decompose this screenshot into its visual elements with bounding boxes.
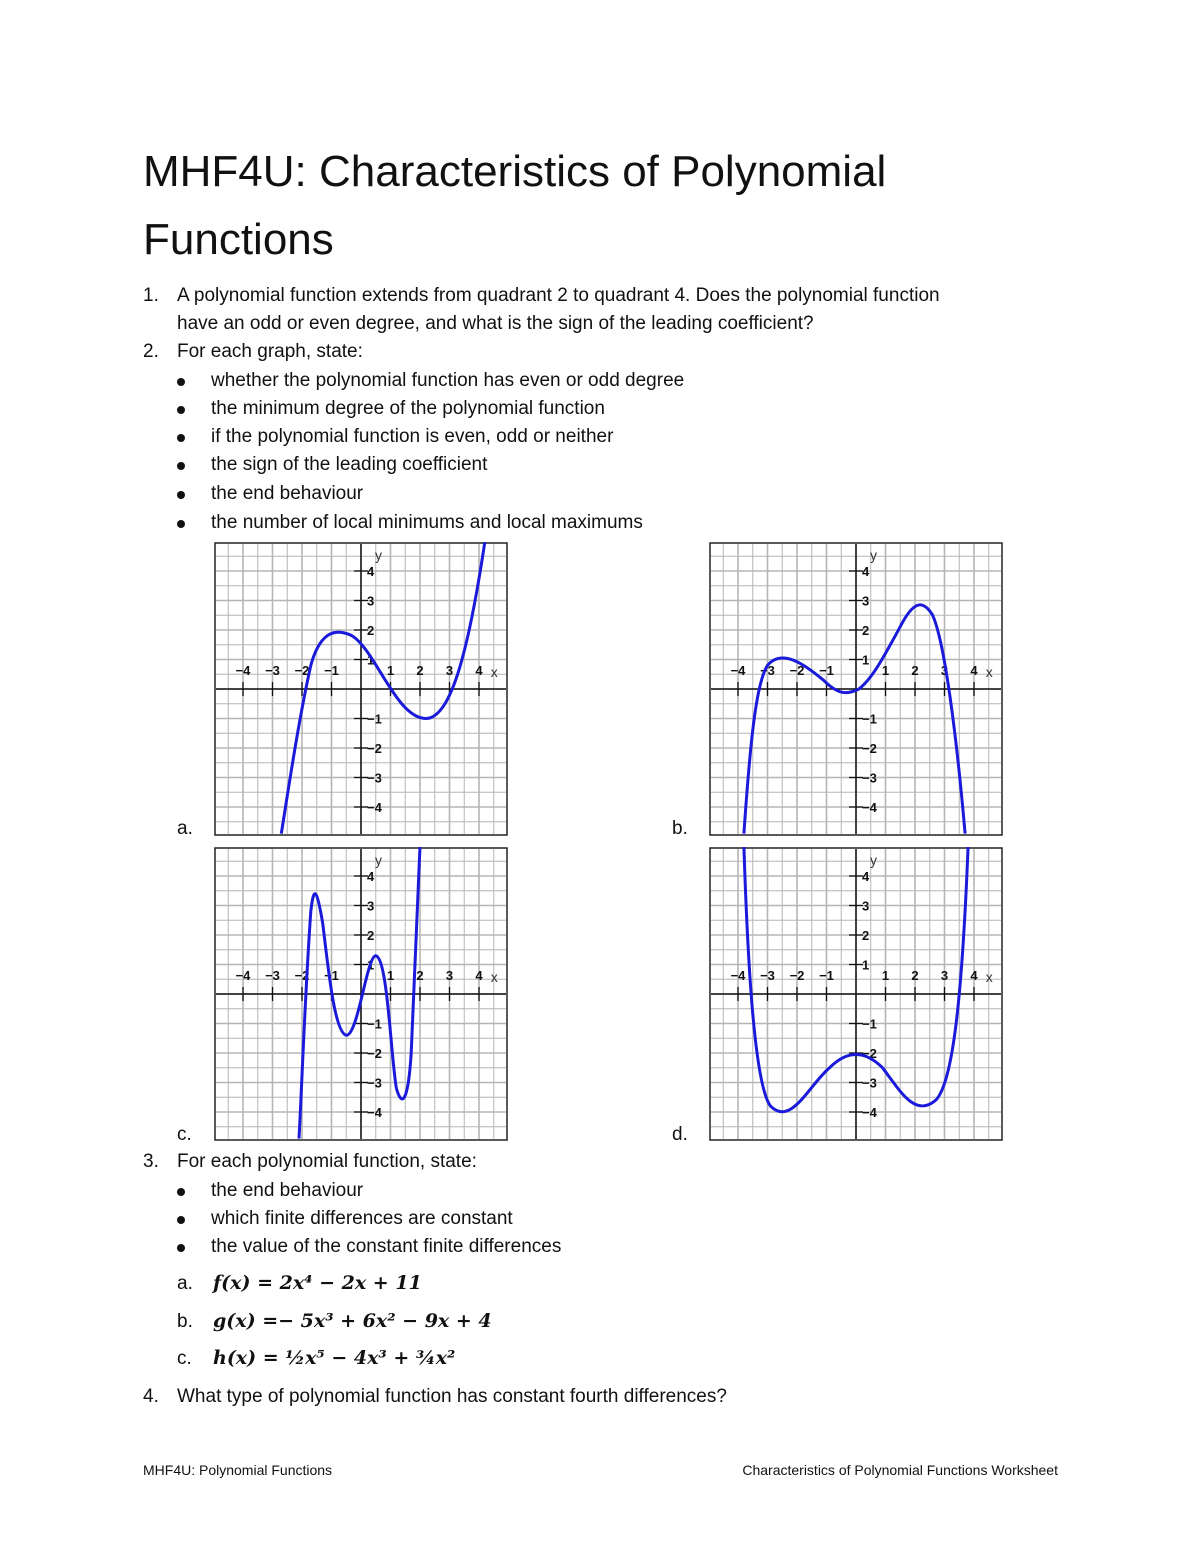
bullet-icon xyxy=(177,1244,185,1252)
y-tick-label: 3 xyxy=(367,898,375,914)
equation-a xyxy=(177,1272,422,1295)
x-tick-label: −3 xyxy=(760,968,775,983)
x-tick-label: −3 xyxy=(760,663,775,678)
question-number: 1. xyxy=(143,285,159,306)
y-tick-label: 4 xyxy=(367,869,375,884)
question-text: For each graph, state: xyxy=(177,341,363,362)
x-tick-label: −4 xyxy=(730,968,746,983)
y-tick-label: 1 xyxy=(367,652,375,668)
equation-label: b. xyxy=(177,1311,193,1332)
y-tick-label: 3 xyxy=(862,593,870,609)
x-tick-label: 1 xyxy=(386,663,395,678)
equation-label: a. xyxy=(177,1273,193,1294)
x-tick-label: −1 xyxy=(819,968,834,983)
x-tick-label: −1 xyxy=(819,663,834,678)
y-tick-label: 4 xyxy=(862,564,870,579)
y-tick-label: 1 xyxy=(862,652,870,668)
equation-expression: g(x) =− 5x³ + 6x² − 9x + 4 xyxy=(213,1310,492,1332)
graph-label-b: b. xyxy=(672,818,688,839)
y-axis-label: y xyxy=(375,852,382,869)
y-tick-label: −3 xyxy=(862,770,877,786)
x-tick-label: 1 xyxy=(881,968,890,983)
y-tick-label: −3 xyxy=(367,1075,382,1091)
graph-c xyxy=(214,847,508,1141)
y-tick-label: 2 xyxy=(367,928,375,943)
question-number: 2. xyxy=(143,341,159,362)
graph-b xyxy=(709,542,1003,836)
graph-label-c: c. xyxy=(177,1124,192,1145)
x-tick-label: 3 xyxy=(445,968,454,983)
graph-d xyxy=(709,847,1003,1141)
y-tick-label: 3 xyxy=(862,898,870,914)
x-tick-label: −3 xyxy=(265,663,280,678)
x-tick-label: 2 xyxy=(911,968,919,983)
x-tick-label: −4 xyxy=(235,968,251,983)
x-tick-label: −2 xyxy=(294,968,310,983)
x-tick-label: 4 xyxy=(970,663,978,678)
x-tick-label: 2 xyxy=(416,663,424,678)
y-tick-label: −3 xyxy=(862,1075,877,1091)
equation-c xyxy=(177,1347,455,1370)
question-text: For each polynomial function, state: xyxy=(177,1151,477,1172)
question-text: What type of polynomial function has constant fourth differences? xyxy=(177,1386,727,1407)
footer-left: MHF4U: Polynomial Functions xyxy=(143,1462,333,1478)
y-tick-label: −1 xyxy=(862,711,877,727)
y-tick-label: 2 xyxy=(367,623,375,638)
page-title: MHF4U: Characteristics of Polynomial Functions xyxy=(143,147,887,264)
y-tick-label: −4 xyxy=(367,800,382,815)
y-tick-label: −1 xyxy=(367,1016,382,1032)
y-tick-label: 4 xyxy=(367,564,375,579)
y-axis-label: y xyxy=(375,547,382,564)
x-axis-label: x xyxy=(490,969,498,985)
y-tick-label: 1 xyxy=(862,957,870,973)
x-tick-label: 2 xyxy=(911,663,919,678)
y-tick-label: −1 xyxy=(367,711,382,727)
y-tick-label: 4 xyxy=(862,869,870,884)
x-tick-label: 1 xyxy=(386,968,395,983)
x-tick-label: −1 xyxy=(324,968,339,983)
question-number: 3. xyxy=(143,1151,159,1172)
x-axis-label: x xyxy=(490,664,498,680)
x-tick-label: 4 xyxy=(970,968,978,983)
x-tick-label: −2 xyxy=(789,968,805,983)
bullet-icon xyxy=(177,491,185,499)
bullet-icon xyxy=(177,1188,185,1196)
question-text-line2: have an odd or even degree, and what is the sign of the leading coefficient? xyxy=(177,313,814,334)
x-tick-label: 4 xyxy=(475,663,483,678)
y-tick-label: 2 xyxy=(862,928,870,943)
x-tick-label: −2 xyxy=(789,663,805,678)
x-tick-label: −4 xyxy=(730,663,746,678)
y-tick-label: 2 xyxy=(862,623,870,638)
x-tick-label: 3 xyxy=(940,663,949,678)
equation-expression: f(x) = 2x⁴ − 2x + 11 xyxy=(213,1272,422,1294)
bullet-icon xyxy=(177,406,185,414)
y-axis-label: y xyxy=(870,547,877,564)
x-tick-label: 2 xyxy=(416,968,424,983)
y-tick-label: −2 xyxy=(367,1046,382,1061)
bullet-icon xyxy=(177,434,185,442)
x-tick-label: −4 xyxy=(235,663,251,678)
x-tick-label: 3 xyxy=(445,663,454,678)
graph-label-d: d. xyxy=(672,1124,688,1145)
graph-a xyxy=(214,542,508,836)
graph-label-a: a. xyxy=(177,818,193,839)
y-tick-label: −4 xyxy=(862,800,877,815)
x-tick-label: 3 xyxy=(940,968,949,983)
bullet-icon xyxy=(177,378,185,386)
bullet-icon xyxy=(177,520,185,528)
bullet-icon xyxy=(177,462,185,470)
x-tick-label: −1 xyxy=(324,663,339,678)
equation-expression: h(x) = ½x⁵ − 4x³ + ¾x² xyxy=(213,1347,456,1369)
bullet-icon xyxy=(177,1216,185,1224)
x-axis-label: x xyxy=(985,664,993,680)
equation-b xyxy=(177,1310,492,1333)
x-tick-label: −2 xyxy=(294,663,310,678)
x-tick-label: 1 xyxy=(881,663,890,678)
y-tick-label: −3 xyxy=(367,770,382,786)
x-tick-label: 4 xyxy=(475,968,483,983)
x-tick-label: −3 xyxy=(265,968,280,983)
footer-right: Characteristics of Polynomial Functions Worksheet xyxy=(742,1462,1058,1478)
question-number: 4. xyxy=(143,1386,159,1407)
equation-label: c. xyxy=(177,1348,192,1369)
y-tick-label: −2 xyxy=(862,741,877,756)
y-tick-label: −2 xyxy=(367,741,382,756)
y-tick-label: −1 xyxy=(862,1016,877,1032)
question-text-line1: A polynomial function extends from quadrant 2 to quadrant 4. Does the polynomial function xyxy=(177,285,940,306)
y-tick-label: 3 xyxy=(367,593,375,609)
y-tick-label: −4 xyxy=(367,1105,382,1120)
y-tick-label: 1 xyxy=(367,957,375,973)
y-tick-label: −2 xyxy=(862,1046,877,1061)
y-tick-label: −4 xyxy=(862,1105,877,1120)
y-axis-label: y xyxy=(870,852,877,869)
x-axis-label: x xyxy=(985,969,993,985)
